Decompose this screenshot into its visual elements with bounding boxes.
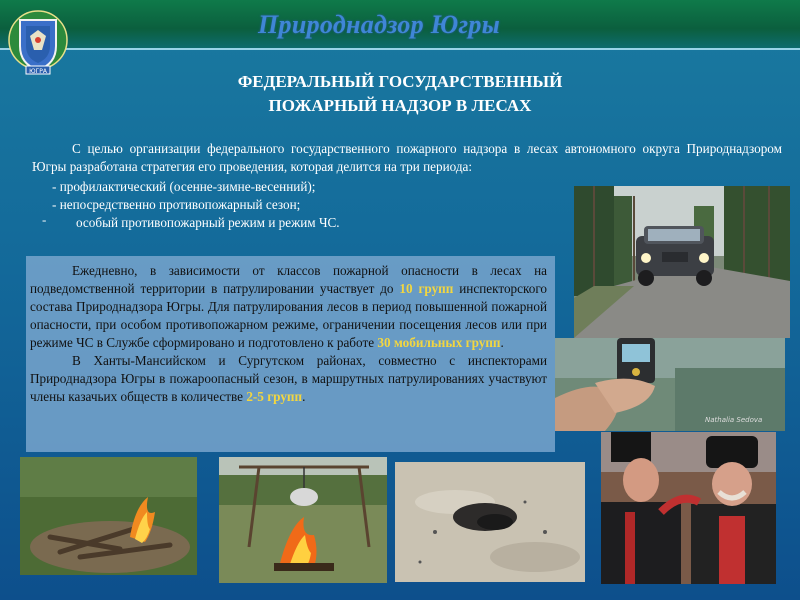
info-p1-text-b: инспекторского состава Природнадзора Югры. Для патрулирования лесов в период повышенной пожарной опасности, при особом противопожарном режиме, ограничении посещения лесов или при режиме ЧС в Службе сформировано и подготовлено к работе — [30, 281, 547, 350]
info-box-text — [30, 262, 547, 406]
period-item-2: - непосредственно противопожарный сезон; — [52, 197, 301, 212]
patrol-car-photo — [574, 186, 790, 338]
intro-paragraph: С целью организации федерального государственного пожарного надзора в лесах автономного округа Природнадзором Югры разработана стратегия его проведения, которая делится на три периода: — [32, 141, 782, 174]
slide-title — [150, 70, 650, 118]
header-title: Природнадзор Югры — [258, 10, 501, 39]
coat-of-arms-icon — [8, 6, 68, 80]
title-line-1: ФЕДЕРАЛЬНЫЙ ГОСУДАРСТВЕННЫЙ — [237, 72, 563, 91]
intro-text — [32, 140, 782, 176]
info-p2-text-b: . — [302, 389, 306, 404]
period-item-3: особый противопожарный режим и режим ЧС. — [76, 215, 340, 230]
bullet-marker: - — [42, 212, 47, 227]
campfire-photo — [20, 457, 197, 575]
gps-device-photo — [555, 338, 785, 431]
periods-list — [52, 178, 340, 232]
cooking-fire-photo — [219, 457, 387, 583]
svg-text:ЮГРА: ЮГРА — [29, 68, 47, 75]
title-line-2: ПОЖАРНЫЙ НАДЗОР В ЛЕСАХ — [268, 96, 532, 115]
cossacks-photo — [601, 432, 776, 584]
info-p1-text-c: . — [500, 335, 504, 350]
info-paragraph-1 — [30, 262, 547, 352]
photo-credit: Nathalia Sedova — [705, 416, 763, 424]
highlight-2-5-groups: 2-5 групп — [246, 389, 303, 404]
highlight-10-groups: 10 групп — [399, 281, 454, 296]
highlight-30-groups: 30 мобильных групп — [377, 335, 501, 350]
info-paragraph-2 — [30, 352, 547, 406]
info-p1-text-a: Ежедневно, в зависимости от классов пожарной опасности в лесах на подведомственной территории в патрулировании участвует до — [30, 263, 547, 296]
info-p2-text-a: В Ханты-Мансийском и Сургутском районах, совместно с инспекторами Природнадзора Югры в пожароопасный сезон, в маршрутных патрулированиях участвуют члены казачьих обществ в количестве — [30, 353, 547, 404]
header-bar — [0, 0, 800, 50]
burnt-ground-photo — [395, 462, 585, 582]
period-item-1: - профилактический (осенне-зимне-весенний); — [52, 179, 316, 194]
